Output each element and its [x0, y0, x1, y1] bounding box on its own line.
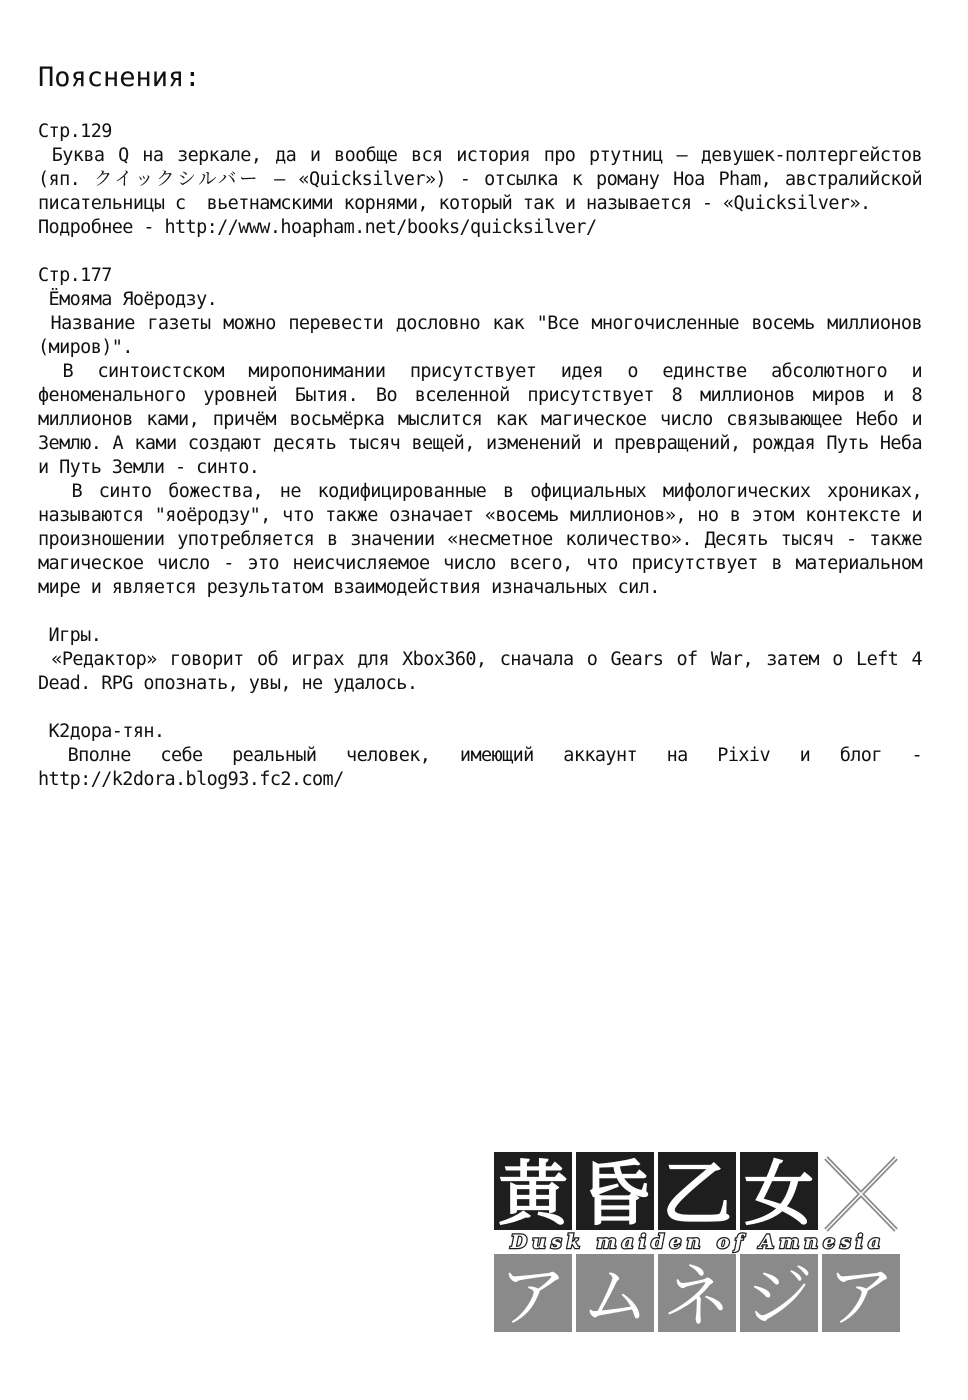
note-section-p177 — [38, 264, 933, 600]
logo-kanji: 女 — [744, 1153, 814, 1235]
note-paragraph: В синтоистском миропонимании присутствует идея о единстве абсолютного и феноменального уровней Бытия. Во вселенной присутствует 8 миллионов миров и 8 миллионов ками, причём восьмёрка мыслится как магическое число связывающее Небо и Землю. А ками создают десять тысяч вещей, изменений и превращений, рождая Путь Неба и Путь Земли - синто. — [38, 361, 933, 478]
note-paragraph: Ёмояма Яоёродзу. — [38, 289, 218, 310]
note-paragraph: «Редактор» говорит об играх для Xbox360, сначала о Gears of War, затем о Left 4 Dead. RPG опознать, увы, не удалось. — [38, 649, 933, 694]
note-section-k2dora — [38, 720, 933, 792]
logo-katakana-row — [494, 1254, 900, 1335]
note-paragraph: Буква Q на зеркале, да и вообще вся история про ртутниц – девушек-полтергейстов (яп. クイックシルバー – «Quicksilver») - отсылка к роману Ноа Pham, австралийской писательницы с вьетнамскими корнями, который так и называется - «Quicksilver». — [38, 145, 933, 214]
logo-katakana: ア — [498, 1258, 568, 1335]
notes-page — [38, 58, 933, 816]
note-paragraph: Название газеты можно перевести дословно как "Все многочисленные восемь миллионов (миров)". — [38, 313, 933, 358]
logo-kanji: 昏 — [580, 1153, 650, 1235]
logo-katakana: ネ — [662, 1258, 732, 1335]
note-section-games — [38, 624, 933, 696]
logo-kanji: 乙 — [662, 1153, 732, 1235]
note-paragraph: Вполне себе реальный человек, имеющий аккаунт на Pixiv и блог - http://k2dora.blog93.fc2.com/ — [38, 745, 933, 790]
logo-subtitle: Dusk maiden of Amnesia — [510, 1231, 886, 1253]
note-link-line: Подробнее - http://www.hoapham.net/books/quicksilver/ — [38, 217, 597, 238]
note-section-p129 — [38, 120, 933, 240]
logo-katakana: ム — [580, 1258, 650, 1335]
logo-katakana: ジ — [744, 1258, 814, 1335]
note-paragraph: В синто божества, не кодифицированные в официальных мифологических хрониках, называются "яоёродзу", что также означает «восемь миллионов», но в этом контексте и произношении употребляется в значении «несметное количество». Десять тысяч - также магическое число - это неисчисляемое число всего, что присутствует в материальном мире и является результатом взаимодействия изначальных сил. — [38, 481, 933, 598]
logo-cross-mark — [826, 1158, 896, 1230]
logo-kanji-row — [494, 1152, 818, 1235]
dusk-maiden-logo — [492, 1150, 904, 1335]
note-subheading: K2дора-тян. — [38, 721, 165, 742]
page-reference: Стр.177 — [38, 265, 112, 286]
page-title: Пояснения: — [38, 62, 201, 93]
page-reference: Стр.129 — [38, 121, 112, 142]
logo-katakana: ア — [826, 1258, 896, 1335]
note-subheading: Игры. — [38, 625, 102, 646]
logo-kanji: 黄 — [498, 1153, 568, 1235]
